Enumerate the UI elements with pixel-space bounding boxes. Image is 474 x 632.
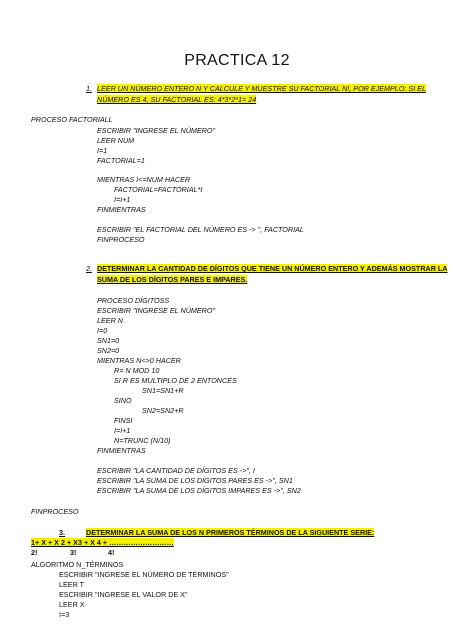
code1-line-1: PROCESO FACTORIALL bbox=[31, 115, 113, 124]
code2-line-10: SN1=SN1+R bbox=[142, 386, 184, 395]
code2-line-12: SN2=SN2+R bbox=[142, 406, 184, 415]
code2-line-20: FINPROCESO bbox=[31, 507, 79, 516]
code2-line-2: ESCRIBIR "INGRESE EL NÚMERO" bbox=[97, 306, 215, 315]
question-2-line-2: SUMA DE LOS DÍGITOS PARES E IMPARES. bbox=[97, 275, 248, 284]
question-2-number: 2. bbox=[86, 264, 92, 273]
code2-line-13: FINSI bbox=[114, 416, 133, 425]
code2-line-17: ESCRIBIR "LA CANTIDAD DE DÍGITOS ES ->", I bbox=[97, 466, 255, 475]
code2-line-14: I=I+1 bbox=[114, 426, 131, 435]
code3-line-3: LEER T bbox=[59, 580, 85, 589]
code2-line-11: SINO bbox=[114, 396, 132, 405]
code1-line-8: I=I+1 bbox=[114, 195, 131, 204]
question-3-factorial-3: 3! bbox=[70, 548, 77, 557]
code1-line-4: I=1 bbox=[97, 146, 108, 155]
code2-line-5: SN1=0 bbox=[97, 336, 120, 345]
question-1-line-2: NÚMERO ES 4, SU FACTORIAL ES: 4*3*2*1= 24 bbox=[97, 95, 257, 104]
question-2-line-1: DETERMINAR LA CANTIDAD DE DÍGITOS QUE TIENE UN NÚMERO ENTERO Y ADEMÁS MOSTRAR LA bbox=[97, 264, 448, 273]
code1-line-5: FACTORIAL=1 bbox=[97, 156, 145, 165]
code1-line-3: LEER NUM bbox=[97, 136, 135, 145]
code2-line-1: PROCESO DÍGITOSS bbox=[97, 296, 170, 305]
code3-line-2: ESCRIBIR "INGRESE EL NÚMERO DE TÉRMINOS" bbox=[59, 570, 229, 579]
code2-line-6: SN2=0 bbox=[97, 346, 120, 355]
code3-line-5: LEER X bbox=[59, 600, 85, 609]
code1-line-10: ESCRIBIR "EL FACTORIAL DEL NÚMERO ES -> ", FACTORIAL bbox=[97, 225, 304, 234]
code1-line-7: FACTORIAL=FACTORIAL*I bbox=[114, 185, 203, 194]
code2-line-18: ESCRIBIR "LA SUMA DE LOS DÍGITOS PARES ES ->", SN1 bbox=[97, 476, 293, 485]
question-3-factorial-2: 2! bbox=[31, 548, 38, 557]
code1-line-11: FINPROCESO bbox=[97, 235, 145, 244]
question-1-number: 1. bbox=[86, 84, 92, 93]
code3-line-4: ESCRIBIR "INGRESE EL VALOR DE X" bbox=[59, 590, 188, 599]
question-3-series: 1+ X + X 2 + X3 + X 4 + ……………………… bbox=[31, 538, 174, 547]
code2-line-3: LEER N bbox=[97, 316, 123, 325]
code3-line-6: I=3 bbox=[59, 610, 70, 619]
code1-line-9: FINMIENTRAS bbox=[97, 205, 146, 214]
code2-line-16: FINMIENTRAS bbox=[97, 446, 146, 455]
code2-line-4: I=0 bbox=[97, 326, 108, 335]
code1-line-2: ESCRIBIR "INGRESE EL NÚMERO" bbox=[97, 126, 215, 135]
code2-line-15: N=TRUNC (N/10) bbox=[114, 436, 171, 445]
question-3-number: 3. bbox=[59, 528, 65, 537]
code1-line-6: MIENTRAS I<=NUM HACER bbox=[97, 175, 191, 184]
code2-line-9: SI R ES MULTIPLO DE 2 ENTONCES bbox=[114, 376, 237, 385]
code2-line-8: R= N MOD 10 bbox=[114, 366, 160, 375]
page-title: PRACTICA 12 bbox=[184, 52, 290, 69]
code2-line-7: MIENTRAS N<>0 HACER bbox=[97, 356, 181, 365]
question-3-factorial-4: 4! bbox=[108, 548, 115, 557]
code2-line-19: ESCRIBIR "LA SUMA DE LOS DÍGITOS IMPARES ES ->", SN2 bbox=[97, 486, 301, 495]
question-1-line-1: LEER UN NÚMERO ENTERO N Y CALCULE Y MUESTRE SU FACTORIAL N!, POR EJEMPLO: SI EL bbox=[97, 84, 426, 93]
code3-line-1: ALGORITMO N_TÉRMINOS bbox=[31, 560, 124, 569]
question-3-line-1: DETERMINAR LA SUMA DE LOS N PRIMEROS TÉRMINOS DE LA SIGUIENTE SERIE: bbox=[86, 528, 375, 537]
